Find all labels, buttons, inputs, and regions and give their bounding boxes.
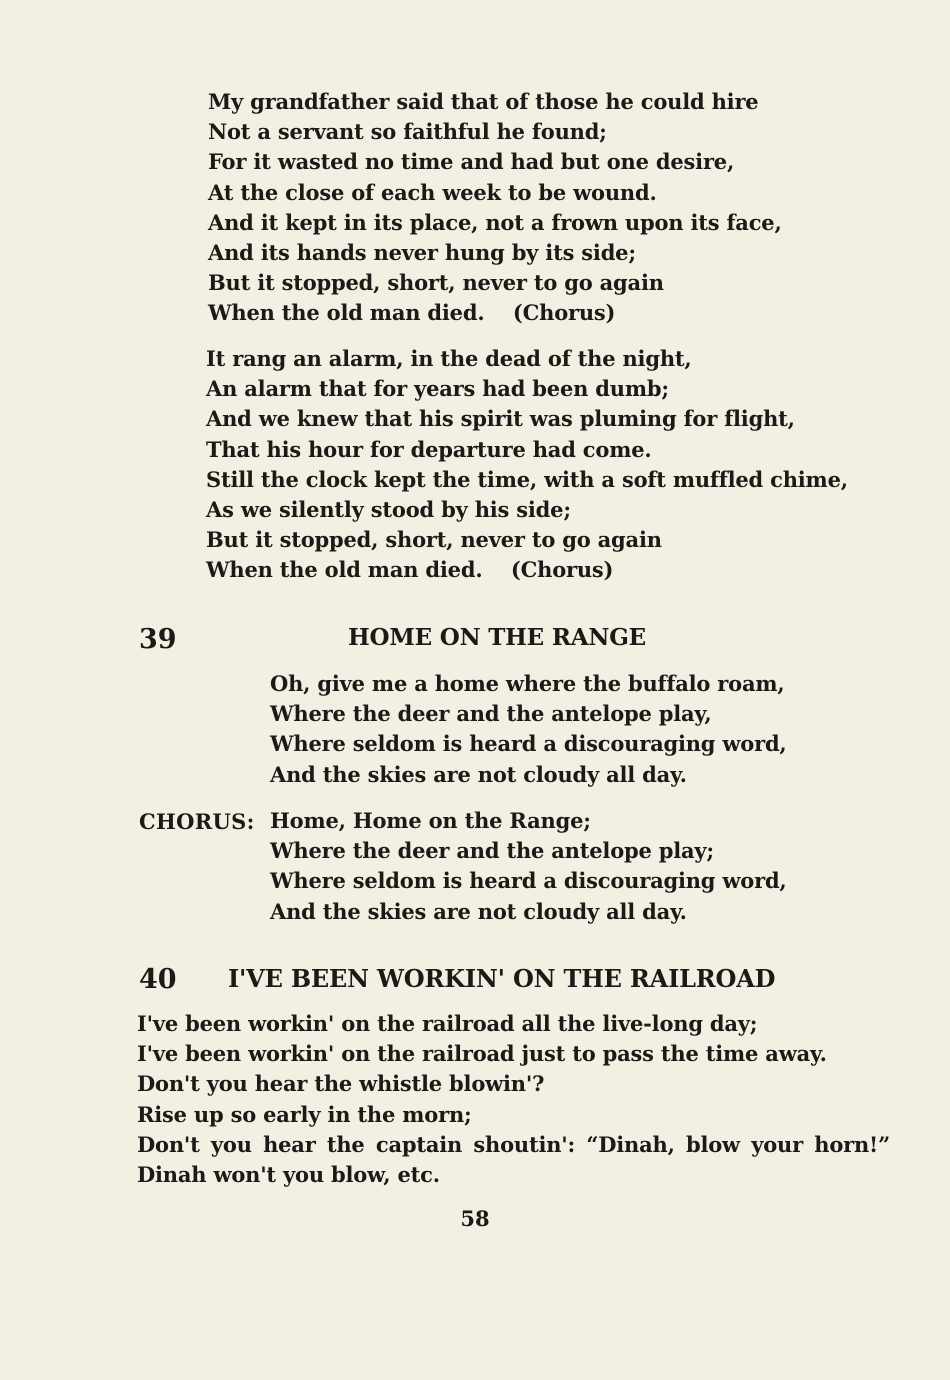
verse-line: That his hour for departure had come. (206, 436, 652, 462)
word: horn!” (814, 1131, 890, 1157)
word: blow (685, 1131, 740, 1157)
verse-line: Where the deer and the antelope play, (270, 701, 712, 727)
verse-line: My grandfather said that of those he could hire (208, 89, 759, 114)
verse-line: Still the clock kept the time, with a soft muffled chime, (206, 466, 848, 492)
verse-line: And the skies are not cloudy all day. (270, 761, 687, 787)
verse-line: Rise up so early in the morn; (137, 1101, 472, 1127)
verse-line: I've been workin' on the railroad just to pass the time away. (137, 1041, 827, 1067)
verse-line: Not a servant so faithful he found; (208, 119, 607, 145)
chorus-label: CHORUS: (139, 809, 255, 834)
word: captain (375, 1131, 463, 1157)
verse-line: And it kept in its place, not a frown upon its face, (208, 209, 782, 235)
chorus-line: Where seldom is heard a discouraging word, (270, 868, 787, 894)
verse-line: And its hands never hung by its side; (208, 240, 636, 266)
verse-line: Dinah won't you blow, etc. (137, 1162, 440, 1188)
page-number: 58 (460, 1206, 490, 1231)
chorus-line: Where the deer and the antelope play; (270, 838, 714, 864)
song39-verse (270, 669, 787, 790)
verse-line: When the old man died. (Chorus) (208, 300, 616, 326)
verse-line-justified (137, 1130, 890, 1160)
verse-line: For it wasted no time and had but one desire, (208, 149, 735, 175)
chorus-line: Home, Home on the Range; (270, 808, 591, 833)
word: your (751, 1131, 803, 1157)
verse-line: But it stopped, short, never to go again (208, 270, 664, 296)
verse-line: Where seldom is heard a discouraging word, (270, 731, 787, 757)
verse-line: Don't you hear the whistle blowin'? (137, 1071, 545, 1097)
word: hear (263, 1131, 316, 1157)
chorus-line: And the skies are not cloudy all day. (270, 898, 687, 924)
song-title: I'VE BEEN WORKIN' ON THE RAILROAD (228, 964, 776, 993)
song-number: 39 (139, 624, 177, 655)
verse-line: But it stopped, short, never to go again (206, 527, 662, 553)
word: you (210, 1131, 252, 1157)
verse-line: Oh, give me a home where the buffalo roam, (270, 671, 785, 696)
word: “Dinah, (586, 1131, 675, 1157)
verse-line: When the old man died. (Chorus) (206, 557, 614, 583)
word: the (326, 1131, 365, 1157)
song39-chorus (270, 806, 787, 927)
song-title: HOME ON THE RANGE (348, 624, 646, 651)
verse-line: An alarm that for years had been dumb; (206, 376, 669, 402)
verse-line: And we knew that his spirit was pluming for flight, (206, 406, 795, 432)
verse-line: I've been workin' on the railroad all the live-long day; (137, 1011, 758, 1036)
song38-verse-a (208, 87, 782, 329)
song-number: 40 (139, 964, 177, 995)
song40-verse (137, 1009, 890, 1190)
verse-line: It rang an alarm, in the dead of the night, (206, 346, 692, 371)
verse-line: At the close of each week to be wound. (208, 179, 657, 205)
word: Don't (137, 1131, 200, 1157)
verse-line: As we silently stood by his side; (206, 497, 571, 523)
word: shoutin': (473, 1131, 576, 1157)
song38-verse-b (206, 344, 848, 586)
